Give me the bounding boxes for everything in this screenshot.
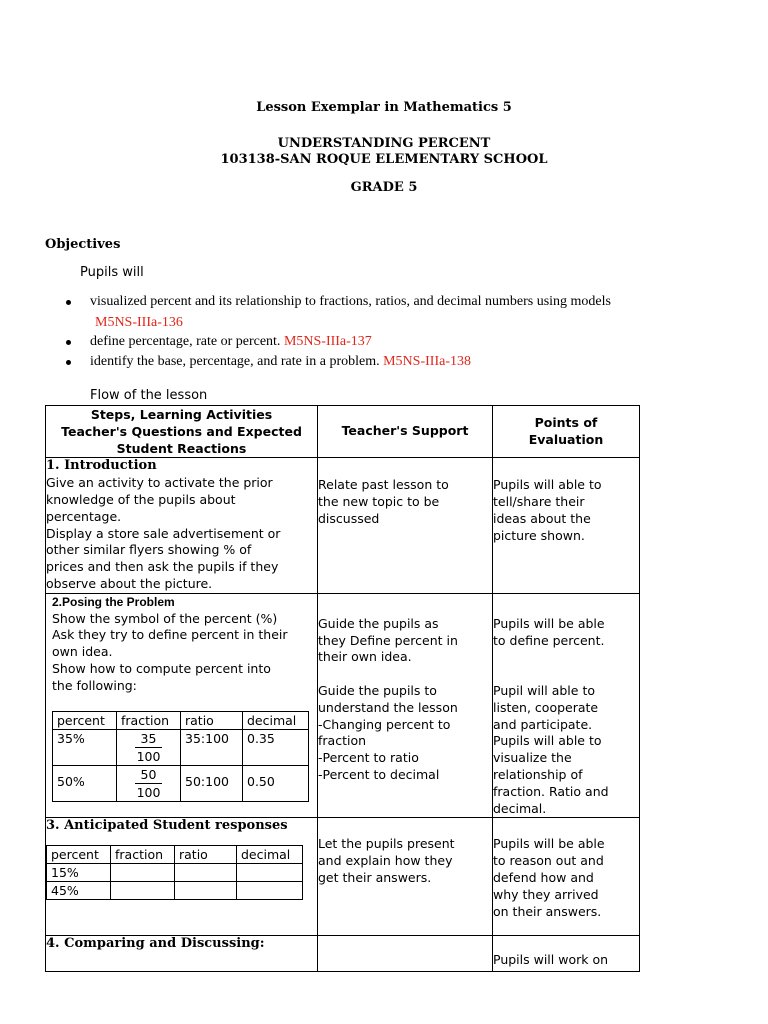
inner-header: ratio [181, 711, 243, 729]
text-line [493, 649, 639, 666]
text-line: -Percent to ratio [318, 750, 419, 766]
inner-header-row [47, 846, 303, 864]
inner-header: fraction [111, 846, 175, 864]
decimal-value: 0.50 [243, 765, 309, 801]
posing-support [318, 593, 493, 818]
text-line: to define percent. [493, 632, 605, 648]
text-line [493, 666, 639, 683]
text-line: understand the lesson [318, 699, 458, 715]
objectives-heading: Objectives [45, 237, 121, 252]
table-row [46, 936, 640, 972]
anticipated-cell [46, 818, 318, 936]
table-row [46, 458, 640, 593]
text-line: decimal. [493, 800, 547, 816]
text-line: fraction. Ratio and [493, 783, 609, 799]
objective-code: M5NS-IIIa-138 [383, 354, 471, 369]
objectives-intro: Pupils will [80, 265, 144, 280]
fraction-value: $\frac{35}{100}$ [117, 729, 181, 765]
text-line: Guide the pupils to [318, 682, 437, 698]
inner-header: fraction [117, 711, 181, 729]
anticipated-eval [493, 818, 640, 936]
lesson-flow-table [45, 405, 640, 972]
table-row [46, 818, 640, 936]
text-line: Show how to compute percent into [52, 660, 271, 676]
text-line: visualize the [493, 750, 572, 766]
comparing-eval: Pupils will work on [493, 936, 640, 972]
bullet-icon [66, 300, 71, 305]
text-line: prices and then ask the pupils if they [46, 559, 279, 575]
header-evaluation: Points of Evaluation [493, 406, 640, 458]
lesson-title: Lesson Exemplar in Mathematics 5 [256, 100, 512, 115]
text-line: Display a store sale advertisement or [46, 525, 281, 541]
text-line: discussed [318, 510, 380, 526]
percent-value: 45% [47, 882, 111, 900]
percent-value: 15% [47, 864, 111, 882]
school-name: 103138-SAN ROQUE ELEMENTARY SCHOOL [220, 152, 548, 167]
objective-text: visualized percent and its relationship to fractions, ratios, and decimal numbers using models [90, 294, 611, 309]
header-support: Teacher's Support [318, 406, 493, 458]
inner-row [53, 765, 309, 801]
comparing-support [318, 936, 493, 972]
inner-row [47, 882, 303, 900]
text-line: defend how and [493, 869, 594, 885]
text-line: to reason out and [493, 853, 604, 869]
text-line: knowledge of the pupils about [46, 491, 236, 507]
text-line: listen, cooperate [493, 699, 599, 715]
text-line: and explain how they [318, 853, 453, 869]
intro-support [318, 458, 493, 593]
section-title: 2.Posing the Problem [52, 594, 175, 609]
grade-level: GRADE 5 [350, 180, 418, 195]
inner-row [47, 864, 303, 882]
text-line: Relate past lesson to [318, 477, 449, 493]
text-line: own idea. [52, 644, 113, 660]
section-title: 1. Introduction [46, 458, 157, 474]
text-line: Ask they try to define percent in their [52, 627, 288, 643]
text-line: Pupils will able to [493, 733, 602, 749]
text-line: on their answers. [493, 903, 602, 919]
inner-row [53, 729, 309, 765]
text-line: Pupils will able to [493, 477, 602, 493]
inner-header: decimal [243, 711, 309, 729]
objective-code: M5NS-IIIa-136 [95, 315, 183, 330]
intro-eval [493, 458, 640, 593]
text-line: fraction [318, 733, 367, 749]
text-line: percentage. [46, 508, 122, 524]
text-line: Pupil will able to [493, 682, 595, 698]
percent-value: 35% [53, 729, 117, 765]
text-line: they Define percent in [318, 632, 458, 648]
text-line: -Percent to decimal [318, 766, 440, 782]
inner-header: ratio [175, 846, 237, 864]
text-line: why they arrived [493, 886, 599, 902]
posing-eval [493, 593, 640, 818]
text-line: relationship of [493, 766, 583, 782]
text-line: ideas about the [493, 510, 591, 526]
decimal-value: 0.35 [243, 729, 309, 765]
objective-text: identify the base, percentage, and rate in a problem. [90, 354, 380, 369]
intro-cell [46, 458, 318, 593]
flow-label: Flow of the lesson [90, 388, 208, 403]
text-line: the following: [52, 677, 137, 693]
anticipated-support [318, 818, 493, 936]
objective-text: define percentage, rate or percent. [90, 334, 281, 349]
text-line: get their answers. [318, 869, 432, 885]
header-steps: Steps, Learning Activities Teacher's Questions and Expected Student Reactions [46, 406, 318, 458]
percent-value: 50% [53, 765, 117, 801]
inner-header: percent [53, 711, 117, 729]
text-line: Show the symbol of the percent (%) [52, 610, 278, 626]
text-line: Pupils will be able [493, 836, 605, 852]
text-line: -Changing percent to [318, 716, 451, 732]
bullet-icon [66, 340, 71, 345]
comparing-cell [46, 936, 318, 972]
text-line: Let the pupils present [318, 836, 455, 852]
percent-conversion-table [52, 711, 309, 802]
inner-header-row [53, 711, 309, 729]
text-line: Give an activity to activate the prior [46, 475, 273, 491]
intro-text [46, 475, 317, 593]
text-line: and participate. [493, 716, 593, 732]
ratio-value: 50:100 [181, 765, 243, 801]
lesson-topic: UNDERSTANDING PERCENT [277, 136, 491, 151]
fraction-value: $\frac{50}{100}$ [117, 765, 181, 801]
text-line: tell/share their [493, 494, 585, 510]
text-line: observe about the picture. [46, 575, 213, 591]
student-response-table [46, 845, 303, 900]
posing-text [52, 611, 317, 695]
text-line: picture shown. [493, 527, 585, 543]
section-title: 4. Comparing and Discussing: [46, 936, 265, 952]
text-line: other similar flyers showing % of [46, 542, 252, 558]
text-line: Pupils will be able [493, 615, 605, 631]
posing-cell [46, 593, 318, 818]
bullet-icon [66, 360, 71, 365]
inner-header: decimal [237, 846, 303, 864]
table-row [46, 593, 640, 818]
text-line: Guide the pupils as [318, 615, 439, 631]
table-header-row [46, 406, 640, 458]
text-line: the new topic to be [318, 494, 440, 510]
inner-header: percent [47, 846, 111, 864]
text-line: their own idea. [318, 649, 412, 665]
objective-code: M5NS-IIIa-137 [283, 334, 372, 349]
section-title: 3. Anticipated Student responses [46, 818, 288, 834]
text-line [318, 666, 492, 683]
ratio-value: 35:100 [181, 729, 243, 765]
